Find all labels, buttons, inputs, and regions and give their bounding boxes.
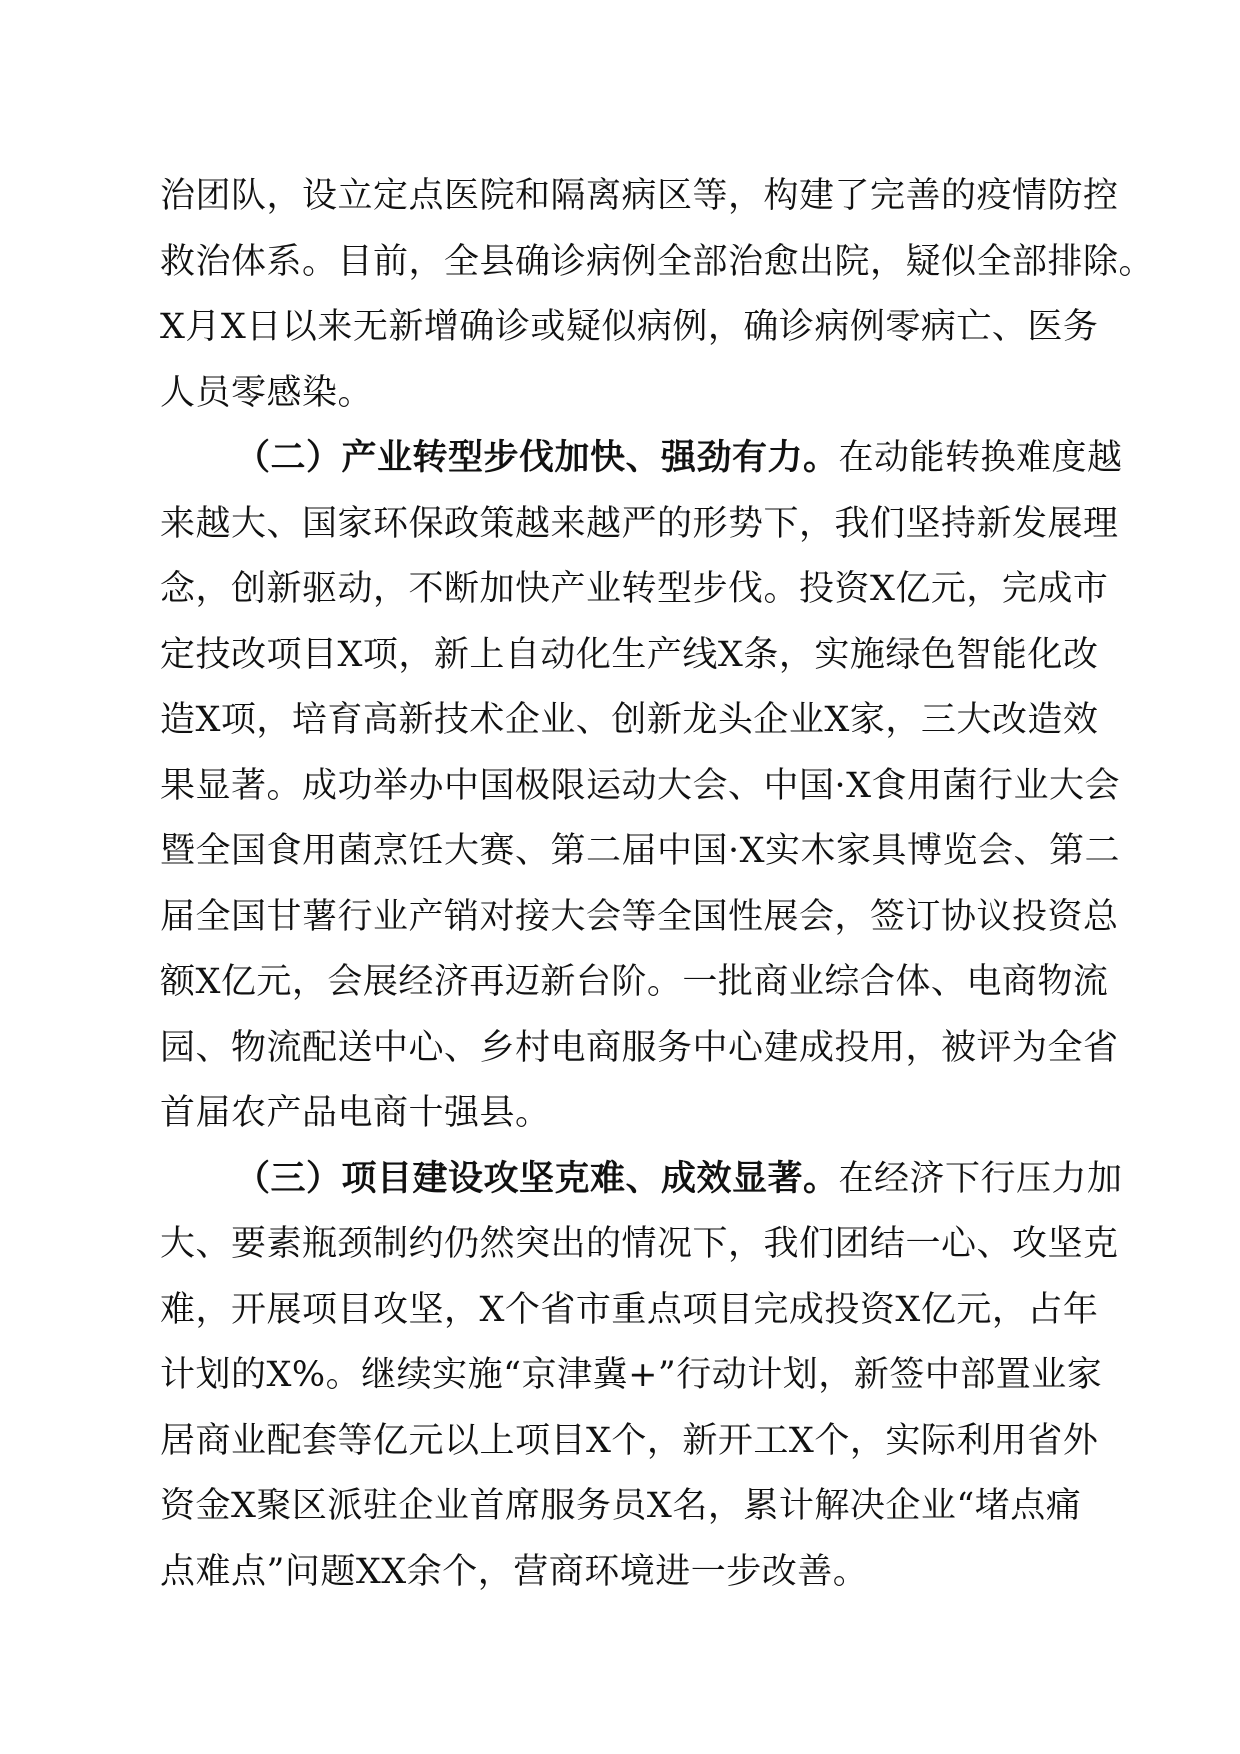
paragraph-1-line-4: 人员零感染。	[160, 372, 374, 413]
paragraph-3-line-5: 居商业配套等亿元以上项目X个，新开工X个，实际利用省外	[160, 1420, 1099, 1461]
paragraph-3-line-3: 难，开展项目攻坚，X个省市重点项目完成投资X亿元，占年	[160, 1289, 1099, 1330]
paragraph-2-heading: （二）产业转型步伐加快、强劲有力。	[235, 438, 839, 478]
paragraph-2-first-line-text: 在动能转换难度越	[838, 438, 1123, 478]
paragraph-2-line-8: 届全国甘薯行业产销对接大会等全国性展会，签订协议投资总	[160, 896, 1119, 937]
paragraph-2-line-5: 造X项，培育高新技术企业、创新龙头企业X家，三大改造效	[160, 700, 1099, 740]
paragraph-2-line-7: 暨全国食用菌烹饪大赛、第二届中国·X实木家具博览会、第二	[160, 831, 1121, 871]
paragraph-1-line-3: X月X日以来无新增确诊或疑似病例，确诊病例零病亡、医务	[160, 307, 1099, 347]
paragraph-2-line-6: 果显著。成功举办中国极限运动大会、中国·X食用菌行业大会	[160, 765, 1121, 806]
paragraph-2-first-line	[160, 426, 1123, 492]
paragraph-3-line-6: 资金X聚区派驻企业首席服务员X名，累计解决企业“堵点痛	[160, 1486, 1082, 1526]
paragraph-2-line-4: 定技改项目X项，新上自动化生产线X条，实施绿色智能化改	[160, 634, 1099, 675]
paragraph-3-line-4: 计划的X%。继续实施“京津冀+”行动计划，新签中部置业家	[160, 1355, 1103, 1395]
paragraph-3-heading: （三）项目建设攻坚克难、成效显著。	[235, 1158, 839, 1199]
paragraph-2-line-11: 首届农产品电商十强县。	[160, 1093, 551, 1133]
paragraph-3-line-7: 点难点”问题XX余个，营商环境进一步改善。	[160, 1551, 869, 1592]
paragraph-3-first-line	[160, 1147, 1123, 1213]
paragraph-3-line-2: 大、要素瓶颈制约仍然突出的情况下，我们团结一心、攻坚克	[160, 1224, 1119, 1264]
paragraph-1-line-1: 治团队，设立定点医院和隔离病区等，构建了完善的疫情防控	[160, 176, 1119, 216]
paragraph-1-line-2: 救治体系。目前，全县确诊病例全部治愈出院，疑似全部排除。	[160, 241, 1155, 282]
paragraph-3-first-line-text: 在经济下行压力加	[838, 1158, 1123, 1199]
document-body	[160, 164, 1155, 1605]
paragraph-2-line-2: 来越大、国家环保政策越来越严的形势下，我们坚持新发展理	[160, 503, 1119, 544]
paragraph-2-line-9: 额X亿元，会展经济再迈新台阶。一批商业综合体、电商物流	[160, 962, 1109, 1002]
paragraph-2-line-10: 园、物流配送中心、乡村电商服务中心建成投用，被评为全省	[160, 1027, 1119, 1068]
paragraph-2-line-3: 念，创新驱动，不断加快产业转型步伐。投资X亿元，完成市	[160, 569, 1109, 609]
